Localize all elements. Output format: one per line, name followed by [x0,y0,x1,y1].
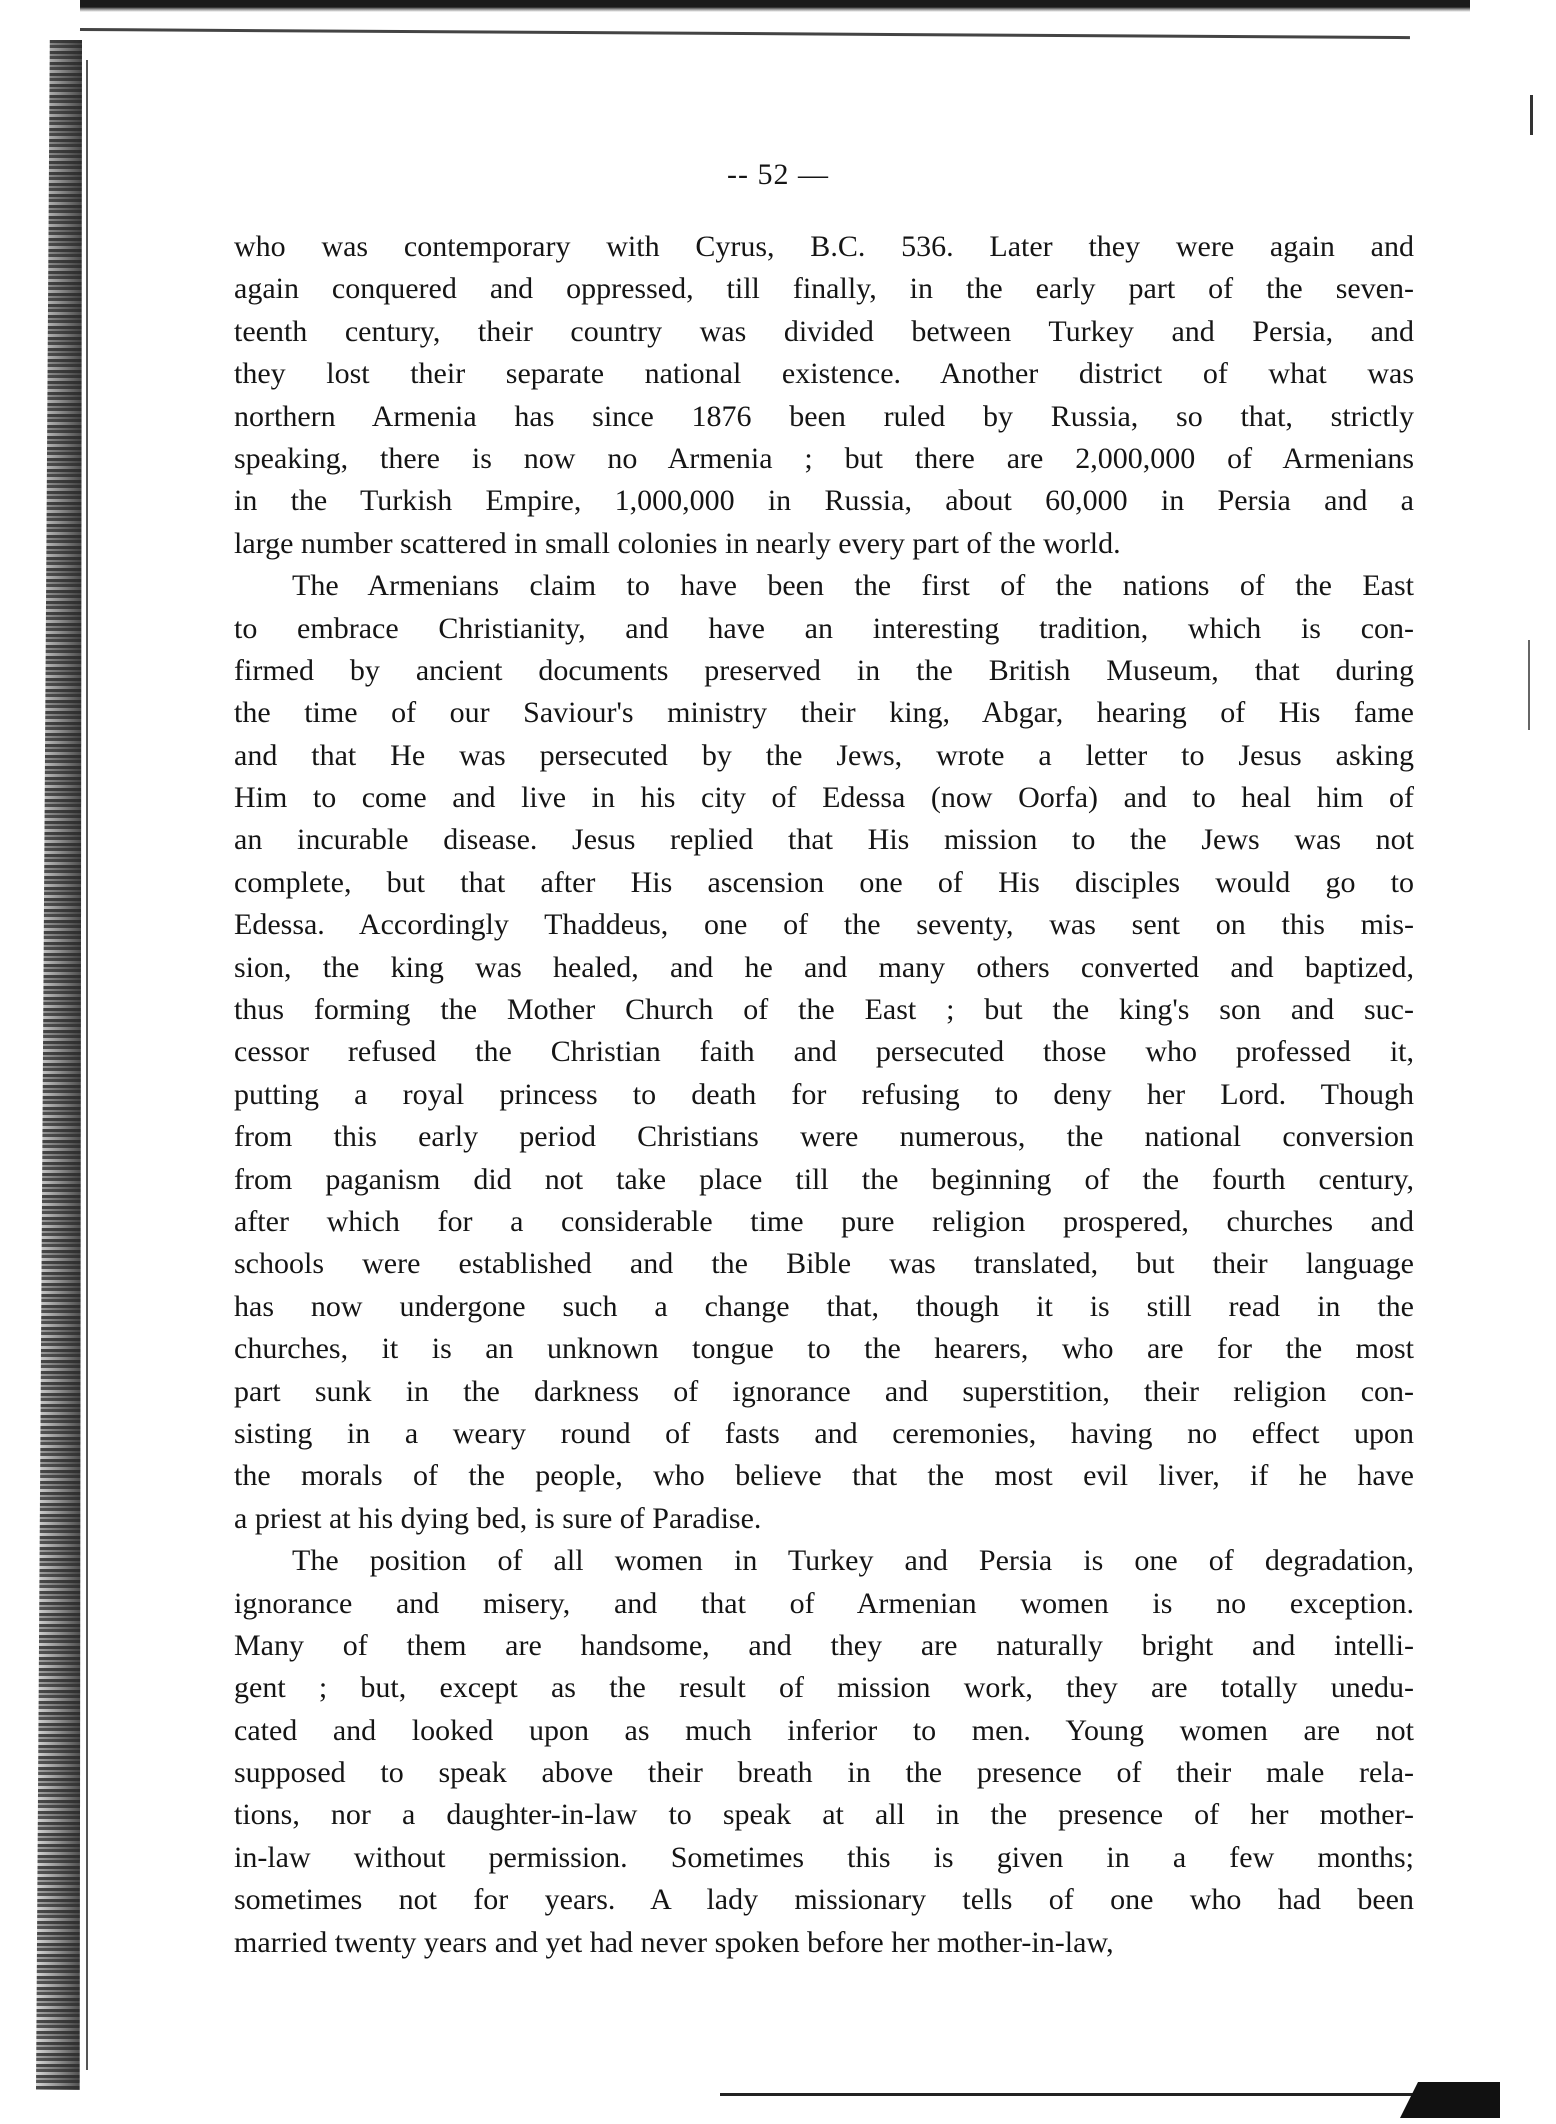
text-line: married twenty years and yet had never spoken before her mother-in-law, [234,1925,1114,1959]
right-edge-mark [1530,95,1533,135]
text-line: churches, it is an unknown tongue to the hearers, who are for the most [234,1332,1414,1366]
text-line: a priest at his dying bed, is sure of Paradise. [234,1501,762,1535]
text-line: complete, but that after His ascension one of His disciples would go to [234,865,1414,899]
text-line: schools were established and the Bible was translated, but their language [234,1247,1414,1281]
top-scan-border [80,0,1470,12]
text-line: Many of them are handsome, and they are naturally bright and intelli- [234,1628,1414,1662]
text-line: ignorance and misery, and that of Armenian women is no exception. [234,1586,1414,1620]
text-body [234,226,1414,1964]
text-line: Edessa. Accordingly Thaddeus, one of the seventy, was sent on this mis- [234,908,1414,942]
text-line: sisting in a weary round of fasts and ceremonies, having no effect upon [234,1416,1414,1450]
text-line: from paganism did not take place till the beginning of the fourth century, [234,1162,1414,1196]
text-line: speaking, there is now no Armenia ; but there are 2,000,000 of Armenians [234,441,1414,475]
top-rule-line [80,28,1410,39]
text-line: to embrace Christianity, and have an interesting tradition, which is con- [234,611,1414,645]
text-line: large number scattered in small colonies in nearly every part of the world. [234,526,1121,560]
text-line: part sunk in the darkness of ignorance and superstition, their religion con- [234,1374,1414,1408]
text-line: who was contemporary with Cyrus, B.C. 536. Later they were again and [234,230,1414,263]
text-line: they lost their separate national existence. Another district of what was [234,357,1414,391]
text-line: in the Turkish Empire, 1,000,000 in Russia, about 60,000 in Persia and a [234,484,1414,518]
text-line: northern Armenia has since 1876 been ruled by Russia, so that, strictly [234,399,1414,433]
page-number: -- 52 — [727,158,829,191]
text-line: an incurable disease. Jesus replied that His mission to the Jews was not [234,823,1414,857]
text-line: and that He was persecuted by the Jews, wrote a letter to Jesus asking [234,738,1414,772]
right-edge-mark [1528,640,1530,730]
text-line: thus forming the Mother Church of the East ; but the king's son and suc- [234,993,1414,1027]
left-margin-line [86,60,88,2070]
text-line: gent ; but, except as the result of mission work, they are totally unedu- [234,1671,1414,1705]
text-line: putting a royal princess to death for refusing to deny her Lord. Though [234,1077,1414,1111]
bottom-scan-border [1400,2082,1500,2118]
paragraph [234,226,1414,565]
bottom-rule-line [720,2093,1420,2096]
text-line: supposed to speak above their breath in the presence of their male rela- [234,1756,1414,1790]
text-line: The Armenians claim to have been the first of the nations of the East [292,569,1414,603]
text-line: the time of our Saviour's ministry their king, Abgar, hearing of His fame [234,696,1414,730]
text-line: teenth century, their country was divided between Turkey and Persia, and [234,314,1414,348]
paragraph [234,1540,1414,1964]
text-line: sion, the king was healed, and he and many others converted and baptized, [234,950,1414,984]
text-line: sometimes not for years. A lady missionary tells of one who had been [234,1883,1414,1917]
text-line: from this early period Christians were numerous, the national conversion [234,1120,1414,1154]
text-line: The position of all women in Turkey and Persia is one of degradation, [292,1544,1414,1578]
left-binding-edge [36,40,82,2090]
text-line: after which for a considerable time pure religion prospered, churches and [234,1204,1414,1238]
text-line: cated and looked upon as much inferior to men. Young women are not [234,1713,1414,1747]
text-line: firmed by ancient documents preserved in the British Museum, that during [234,653,1414,687]
text-line: Him to come and live in his city of Edessa (now Oorfa) and to heal him of [234,781,1414,815]
text-line: the morals of the people, who believe that the most evil liver, if he have [234,1459,1414,1493]
text-line: again conquered and oppressed, till finally, in the early part of the seven- [234,272,1414,306]
text-line: has now undergone such a change that, though it is still read in the [234,1289,1414,1323]
text-line: cessor refused the Christian faith and persecuted those who professed it, [234,1035,1414,1069]
paragraph [234,565,1414,1540]
text-line: in-law without permission. Sometimes this is given in a few months; [234,1840,1414,1874]
text-line: tions, nor a daughter-in-law to speak at all in the presence of her mother- [234,1798,1414,1832]
